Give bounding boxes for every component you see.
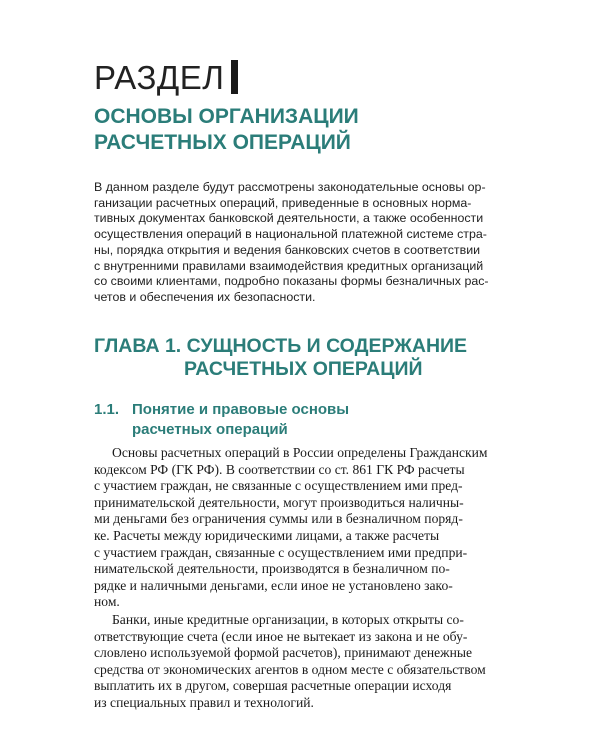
text-line: с участием граждан, связанные с осуществлением ими предпри- bbox=[94, 544, 468, 560]
text-line: средства от экономических агентов в одном месте с обязательством bbox=[94, 661, 486, 677]
chapter-title bbox=[94, 335, 506, 381]
intro-line: В данном разделе будут рассмотрены законодательные основы ор- bbox=[94, 180, 486, 194]
intro-line: осуществления операций в национальной платежной системе стра- bbox=[94, 227, 487, 242]
text-line: с участием граждан, не связанные с осуществлением ими пред- bbox=[94, 478, 463, 494]
text-line: из специальных правил и технологий. bbox=[94, 694, 314, 710]
paragraph-1 bbox=[94, 445, 506, 611]
text-line: кодексом РФ (ГК РФ). В соответствии со ст. 861 ГК РФ расчеты bbox=[94, 461, 465, 477]
subsection-title-line: Понятие и правовые основы bbox=[132, 401, 350, 418]
chapter-title-line: ГЛАВА 1. СУЩНОСТЬ И СОДЕРЖАНИЕ bbox=[94, 335, 468, 357]
text-line: принимательской деятельности, могут производиться наличны- bbox=[94, 494, 464, 510]
text-line: нимательской деятельности, производятся в безналичном по- bbox=[94, 561, 450, 577]
section-numeral-bar bbox=[231, 60, 238, 94]
section-title bbox=[94, 104, 359, 156]
text-line: Банки, иные кредитные организации, в которых открыты со- bbox=[112, 611, 464, 627]
paragraph-2 bbox=[94, 612, 506, 712]
section-title-line: РАСЧЕТНЫХ ОПЕРАЦИЙ bbox=[94, 131, 351, 154]
intro-line: со своими клиентами, подробно показаны формы безналичных рас- bbox=[94, 274, 489, 289]
subsection-title bbox=[94, 400, 349, 440]
intro-line: ны, порядка открытия и ведения банковских счетов в соответствии bbox=[94, 242, 481, 257]
subsection-number: 1.1. bbox=[94, 401, 120, 418]
text-line: Основы расчетных операций в России определены Гражданским bbox=[112, 445, 488, 460]
subsection-title-line: расчетных операций bbox=[132, 421, 288, 438]
text-line: ном. bbox=[94, 594, 120, 610]
section-intro bbox=[94, 180, 506, 306]
intro-line: четов и обеспечения их безопасности. bbox=[94, 289, 316, 304]
text-line: ми деньгами без ограничения суммы или в безналичном поряд- bbox=[94, 511, 463, 527]
section-label: РАЗДЕЛ bbox=[94, 59, 225, 96]
text-line: рядке и наличными деньгами, если иное не установлено зако- bbox=[94, 577, 453, 593]
intro-line: ганизации расчетных операций, приведенные в основных норма- bbox=[94, 195, 472, 210]
text-line: выплатить их в другом, совершая расчетные операции исходя bbox=[94, 678, 452, 694]
intro-line: с внутренними правилами взаимодействия кредитных организаций bbox=[94, 258, 484, 273]
section-heading bbox=[94, 50, 238, 94]
intro-line: тивных документах банковской деятельности, а также особенности bbox=[94, 211, 484, 226]
text-line: ответствующие счета (если иное не вытекает из закона и не обу- bbox=[94, 628, 468, 644]
body-text bbox=[94, 445, 506, 712]
text-line: словлено используемой формой расчетов), принимают денежные bbox=[94, 645, 473, 661]
chapter-title-line: РАСЧЕТНЫХ ОПЕРАЦИЙ bbox=[184, 358, 423, 380]
text-line: ке. Расчеты между юридическими лицами, а также расчеты bbox=[94, 527, 440, 543]
section-title-line: ОСНОВЫ ОРГАНИЗАЦИИ bbox=[94, 105, 359, 128]
